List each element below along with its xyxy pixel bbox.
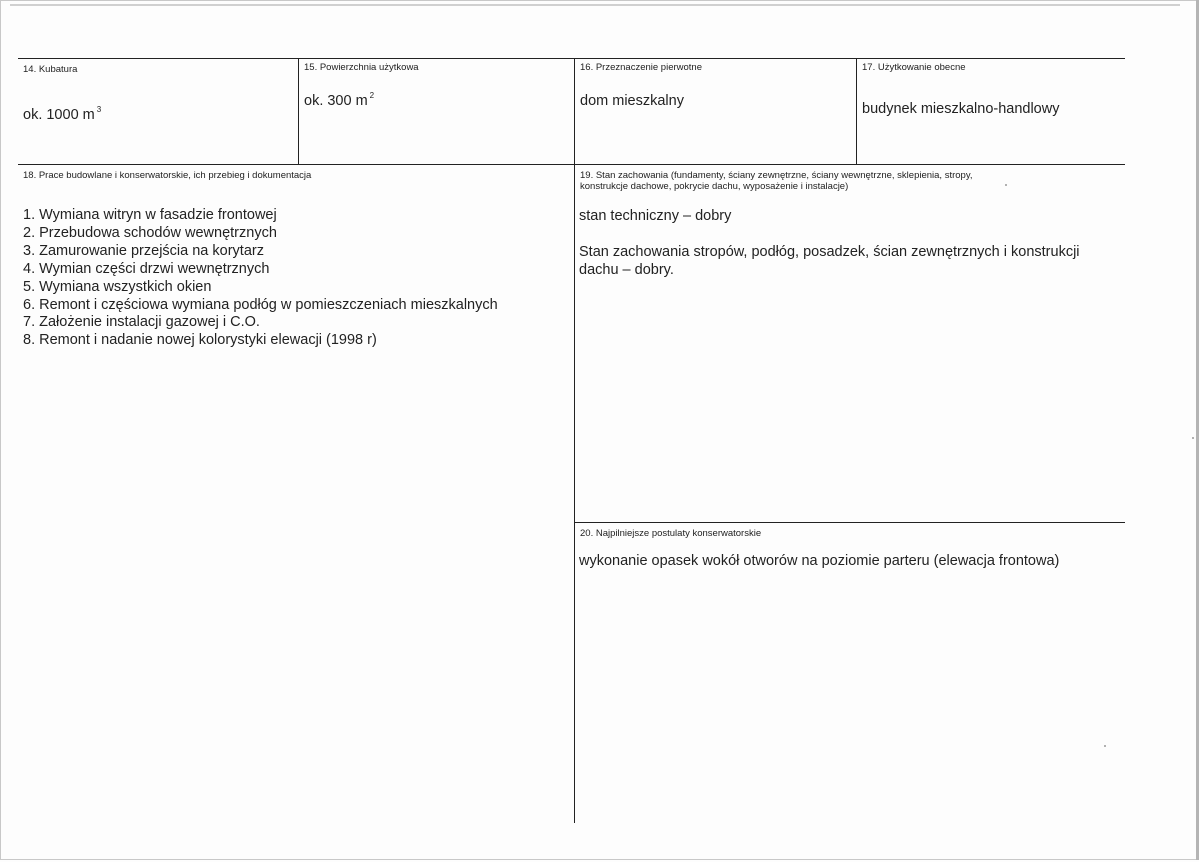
row1-bottom-border <box>18 164 1125 165</box>
kubatura-value <box>23 101 101 124</box>
list-item: 1. Wymiana witryn w fasadzie frontowej <box>23 207 277 223</box>
list-item: 5. Wymiana wszystkich okien <box>23 278 212 295</box>
postulaty-text: wykonanie opasek wokół otworów na poziomie parteru (elewacja frontowa) <box>579 553 1060 569</box>
divider-16-17 <box>856 58 857 164</box>
scan-speck <box>1005 184 1007 186</box>
kubatura-unit-exponent: 3 <box>96 105 102 114</box>
prace-label: 18. Prace budowlane i konserwatorskie, ich przebieg i dokumentacja <box>23 170 312 181</box>
list-item: 3. Zamurowanie przejścia na korytarz <box>23 242 264 259</box>
powierzchnia-unit-exponent: 2 <box>369 91 375 100</box>
row1-top-border <box>18 58 1125 59</box>
stan-text-detail-line1: Stan zachowania stropów, podłóg, posadzek, ścian zewnętrznych i konstrukcji <box>579 244 1080 260</box>
divider-15-16 <box>574 58 575 823</box>
list-item: 2. Przebudowa schodów wewnętrznych <box>23 224 277 241</box>
list-item: 8. Remont i nadanie nowej kolorystyki elewacji (1998 r) <box>23 332 377 349</box>
stan-text-detail-line2: dachu – dobry. <box>579 262 674 278</box>
scan-edge-top <box>10 4 1180 6</box>
section20-top-border <box>575 522 1125 523</box>
powierzchnia-value <box>304 87 374 110</box>
kubatura-value-text: ok. 1000 m <box>23 107 95 123</box>
stan-label-line2: konstrukcje dachowe, pokrycie dachu, wyposażenie i instalacje) <box>580 181 849 192</box>
postulaty-label: 20. Najpilniejsze postulaty konserwatorskie <box>580 528 762 539</box>
list-item: 7. Założenie instalacji gazowej i C.O. <box>23 314 260 331</box>
powierzchnia-label: 15. Powierzchnia użytkowa <box>304 62 419 73</box>
stan-label-line1: 19. Stan zachowania (fundamenty, ściany zewnętrzne, ściany wewnętrzne, sklepienia, stropy, <box>580 170 973 181</box>
scan-speck <box>1192 437 1194 439</box>
kubatura-label: 14. Kubatura <box>23 64 78 75</box>
przeznaczenie-label: 16. Przeznaczenie pierwotne <box>580 62 702 73</box>
przeznaczenie-value: dom mieszkalny <box>580 93 684 109</box>
list-item: 6. Remont i częściowa wymiana podłóg w pomieszczeniach mieszkalnych <box>23 296 498 313</box>
list-item: 4. Wymian części drzwi wewnętrznych <box>23 260 270 277</box>
powierzchnia-value-text: ok. 300 m <box>304 93 368 109</box>
uzytkowanie-value: budynek mieszkalno-handlowy <box>862 101 1060 117</box>
prace-list <box>23 207 498 350</box>
uzytkowanie-label: 17. Użytkowanie obecne <box>862 62 966 73</box>
scan-speck <box>1104 745 1106 747</box>
stan-text-technical: stan techniczny – dobry <box>579 208 732 224</box>
divider-14-15 <box>298 58 299 164</box>
